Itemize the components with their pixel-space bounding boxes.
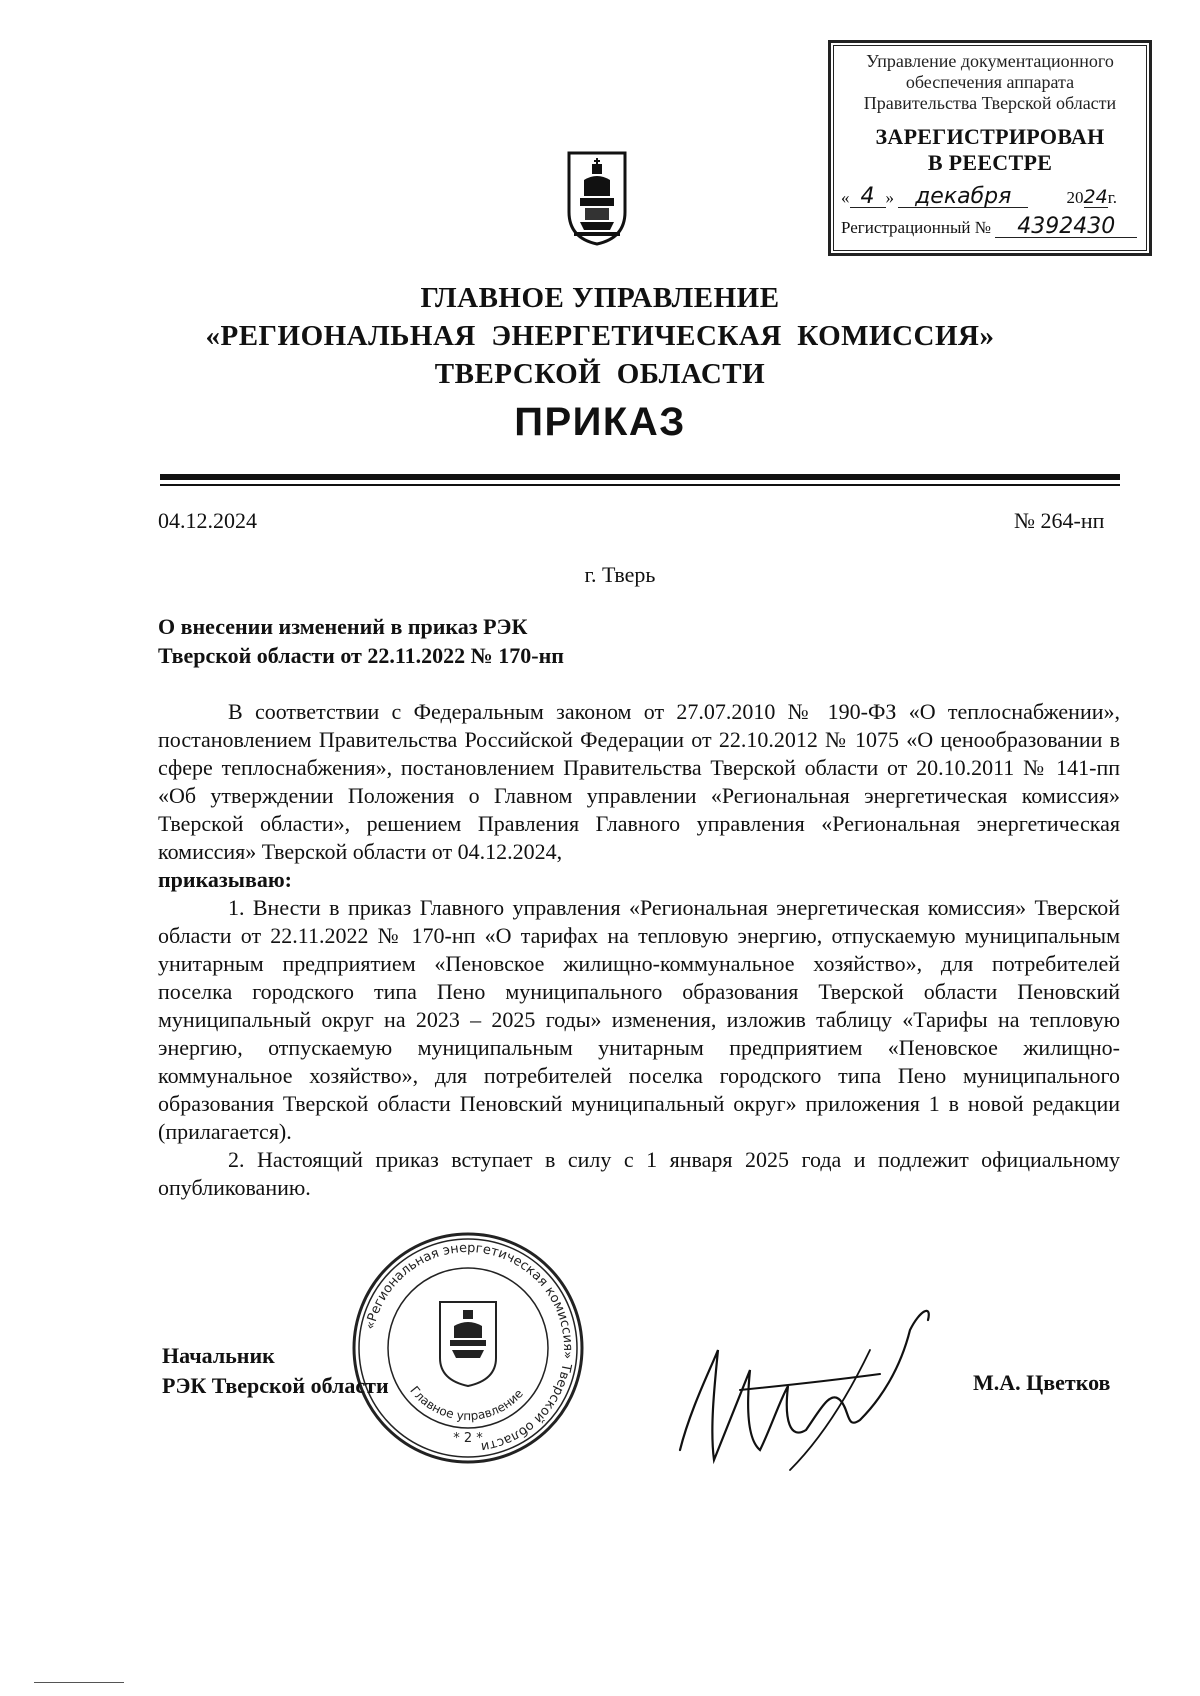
header-rule-thick: [160, 474, 1120, 480]
reg-year-prefix: 20: [1066, 188, 1084, 207]
reg-date-row: « 4 » декабря 2024г.: [841, 184, 1117, 209]
title-line-1: О внесении изменений в приказ РЭК: [158, 614, 528, 639]
handwritten-signature: [670, 1290, 940, 1490]
header-line-3: ТВЕРСКОЙ ОБЛАСТИ: [434, 358, 766, 390]
seal-number: * 2 *: [453, 1431, 483, 1446]
reg-year-suffix: 24: [1083, 186, 1108, 208]
reg-month: декабря: [898, 187, 1028, 208]
order-item-1: 1. Внести в приказ Главного управления «Региональная энергетическая комиссия» Тверской области от 22.11.2022 № 170-нп «О тарифах на тепловую энергию, отпускаемую муниципальным унитарным предприятием «Пеновское жилищно-коммунальное хозяйство», для потребителей поселка городского типа Пено муниципального образования Тверской области Пеновский муниципальный округ на 2023 – 2025 годы» изменения, изложив таблицу «Тарифы на тепловую энергию, отпускаемую муниципальным унитарным предприятием «Пеновское жилищно-коммунальное хозяйство», для потребителей поселка городского типа Пено муниципального образования Тверской области Пеновский муниципальный округ» приложения 1 в новой редакции (прилагается).: [158, 895, 1120, 1144]
signatory-position: [162, 1341, 389, 1401]
reg-day: 4: [850, 187, 886, 208]
seal-inner-text: Главное управление: [407, 1383, 526, 1424]
reg-dept-line1: Управление документационного: [866, 51, 1114, 71]
document-date: 04.12.2024: [158, 508, 257, 533]
reg-number: 4392430: [995, 217, 1137, 238]
coat-of-arms-emblem: [566, 150, 628, 246]
order-item-2: 2. Настоящий приказ вступает в силу с 1 января 2025 года и подлежит официальному опубликованию.: [158, 1147, 1120, 1200]
document-city: г. Тверь: [584, 562, 656, 587]
reg-dept-line3: Правительства Тверской области: [863, 93, 1117, 113]
preamble-paragraph: В соответствии с Федеральным законом от 27.07.2010 № 190-ФЗ «О теплоснабжении», постановлением Правительства Российской Федерации от 22.10.2012 № 1075 «О ценообразовании в сфере теплоснабжения», постановлением Правительства Тверской области от 20.10.2011 № 141-пп «Об утверждении Положения о Главном управлении «Региональная энергетическая комиссия» Тверской области», решением Правления Главного управления «Региональная энергетическая комиссия» Тверской области от 04.12.2024,: [158, 699, 1120, 864]
header-line-1: ГЛАВНОЕ УПРАВЛЕНИЕ: [420, 282, 780, 314]
reg-number-row: [841, 214, 1139, 239]
reg-status-line2: В РЕЕСТРЕ: [927, 150, 1053, 175]
seal-outer-text: «Региональная энергетическая комиссия» Тверской области: [362, 1240, 576, 1455]
signatory-position-line1: Начальник: [162, 1343, 275, 1368]
reg-number-label: Регистрационный №: [841, 218, 991, 237]
title-line-2: Тверской области от 22.11.2022 № 170-нп: [158, 643, 564, 668]
order-word: приказываю:: [158, 867, 292, 892]
reg-status-line1: ЗАРЕГИСТРИРОВАН: [875, 124, 1105, 149]
document-type: ПРИКАЗ: [514, 400, 686, 444]
reg-dept-line2: обеспечения аппарата: [905, 72, 1075, 92]
document-number: № 264-нп: [1014, 508, 1105, 533]
footer-divider: [34, 1682, 124, 1683]
header-rule-thin: [160, 484, 1120, 486]
signatory-name: М.А. Цветков: [973, 1370, 1111, 1395]
header-line-2: «РЕГИОНАЛЬНАЯ ЭНЕРГЕТИЧЕСКАЯ КОМИССИЯ»: [205, 320, 995, 352]
document-title: [158, 612, 564, 670]
seal-emblem-icon: [440, 1302, 496, 1386]
signatory-position-line2: РЭК Тверской области: [162, 1373, 389, 1398]
document-body: [158, 698, 1120, 1202]
reg-year-unit: г.: [1107, 188, 1117, 207]
registration-stamp: [828, 40, 1152, 256]
